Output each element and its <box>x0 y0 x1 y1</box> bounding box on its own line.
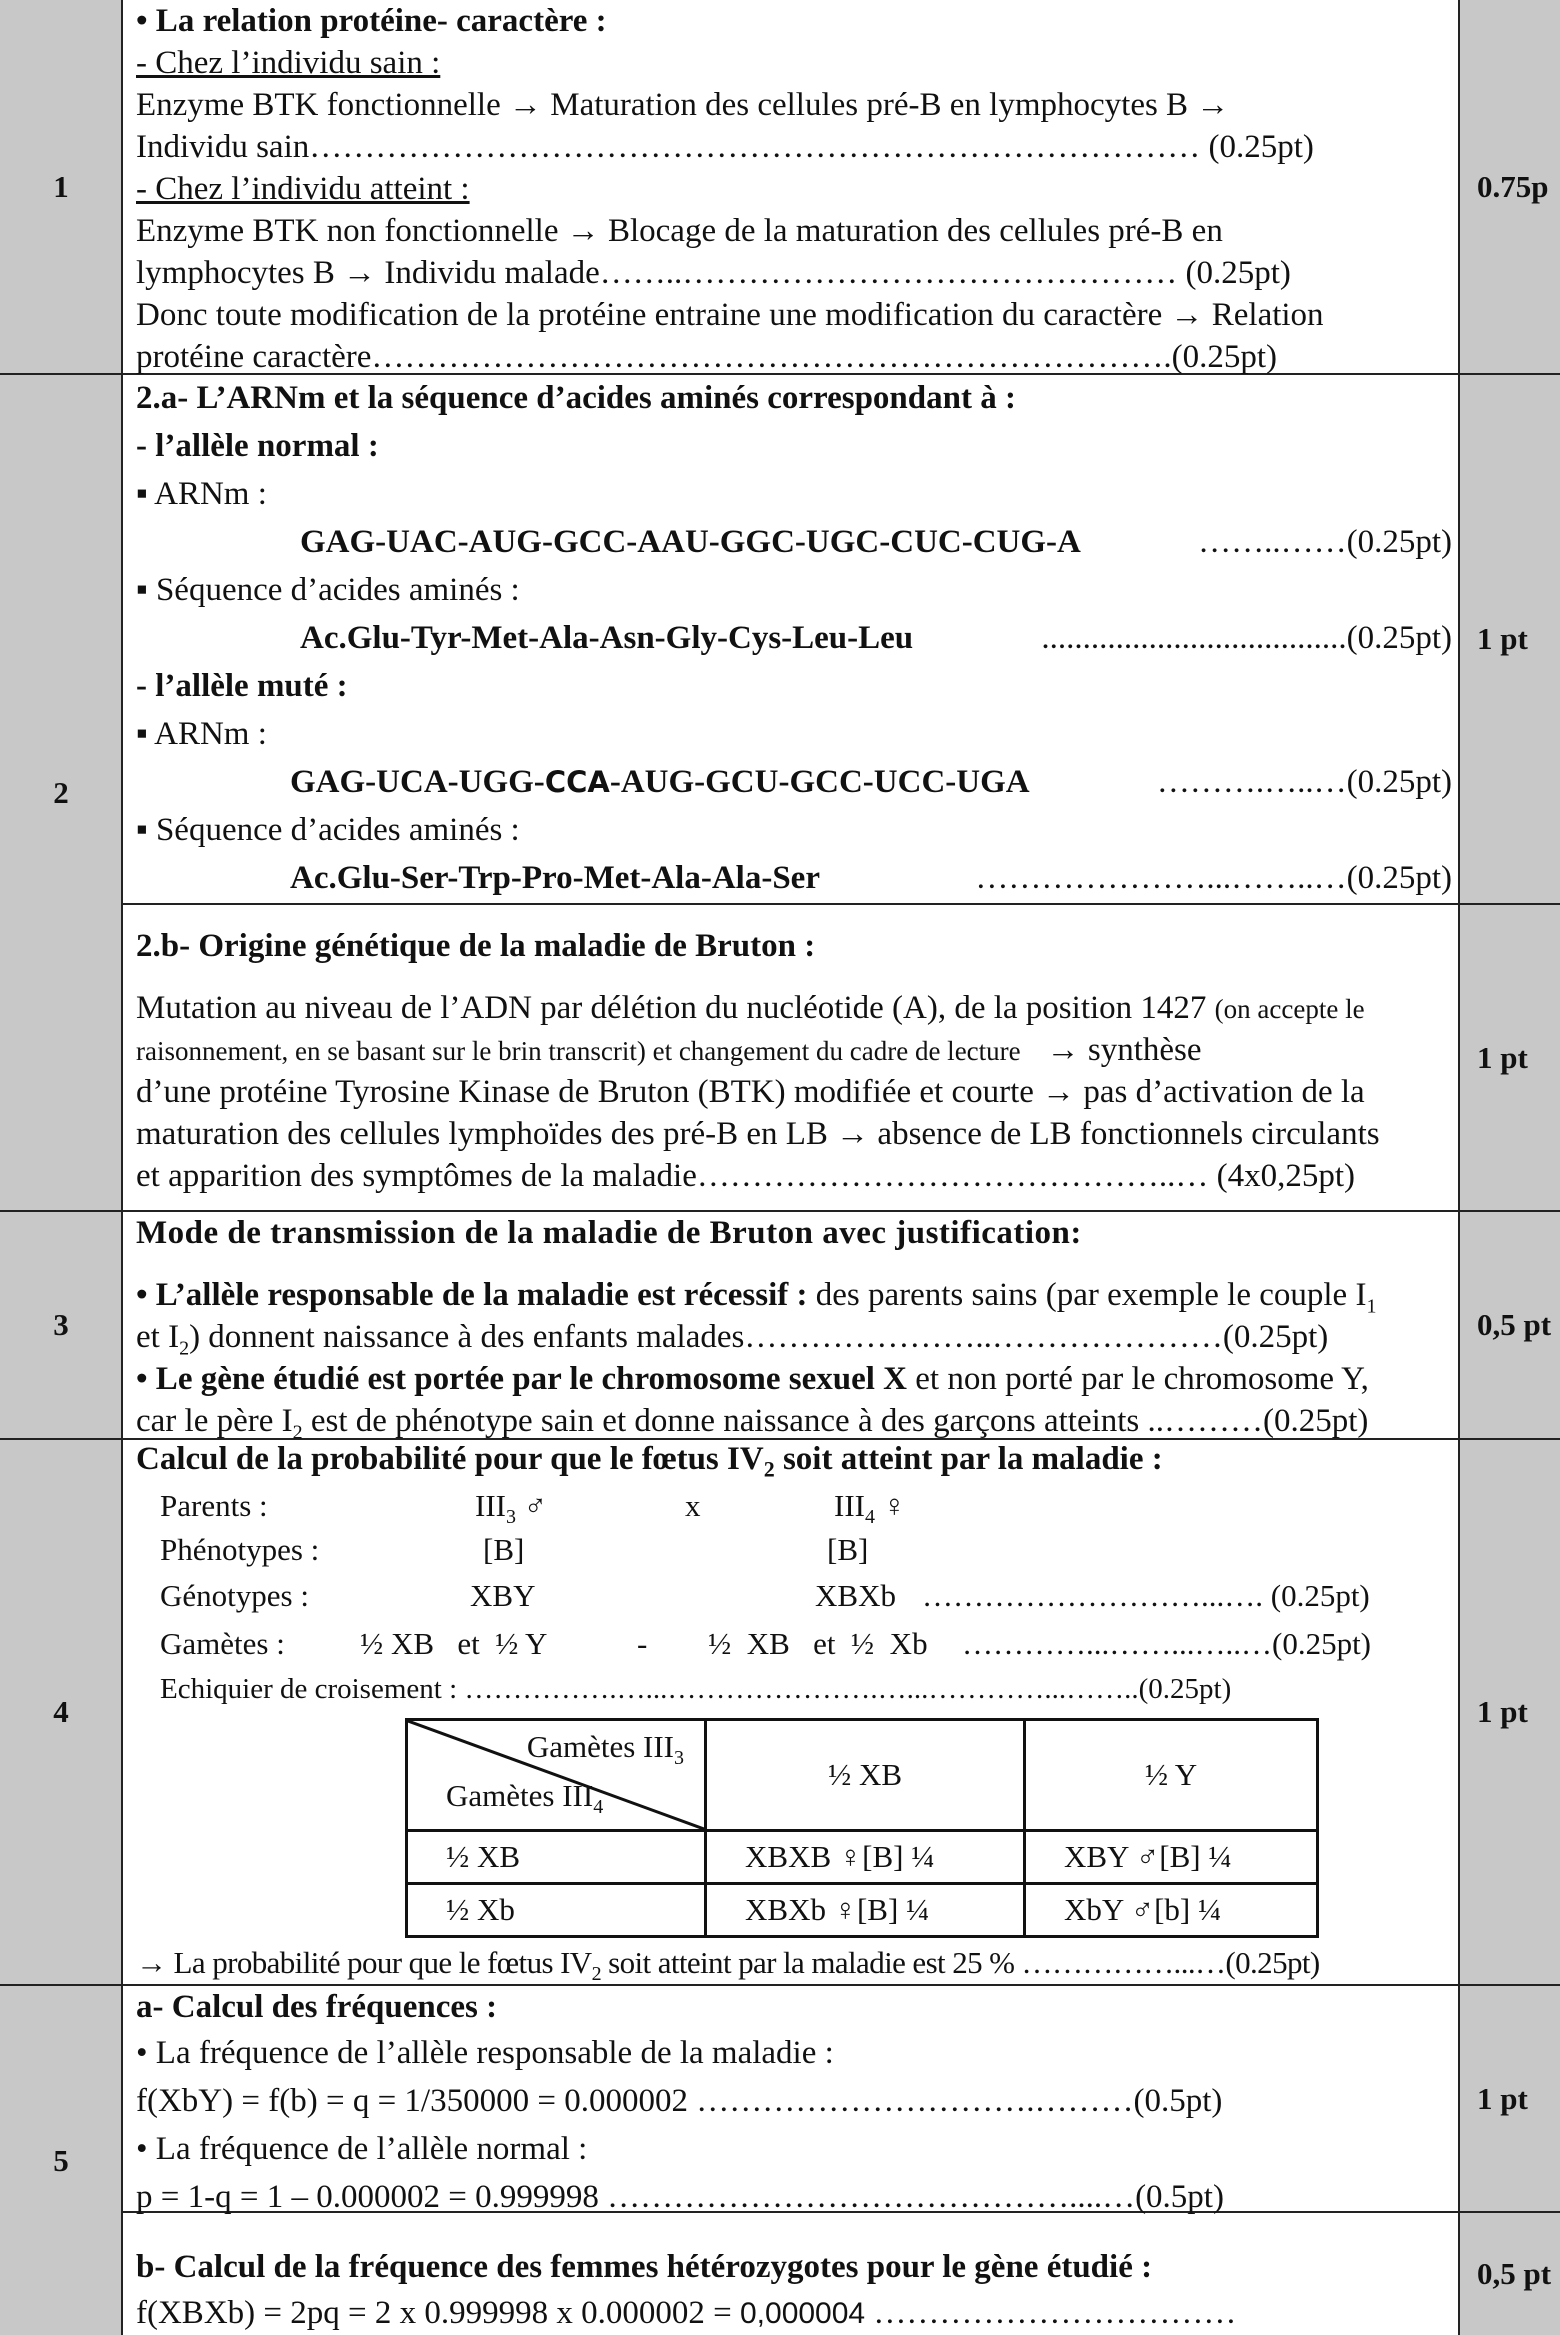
section-2a <box>136 377 1452 905</box>
origin-line-2: → synthèse <box>1046 1032 1202 1068</box>
subscript: 1 <box>1366 1295 1377 1318</box>
punnett-row-header-2: ½ Xb <box>407 1884 706 1937</box>
punnett-row-header-1: ½ XB <box>407 1831 706 1884</box>
points-4: 1 pt <box>1459 1440 1560 1984</box>
genotypes-label: Génotypes : <box>160 1578 309 1613</box>
probability-conclusion: → La probabilité pour que le fœtus $IV_2$ soit atteint par la maladie est 25 % ……………...…(0.25pt) <box>136 1945 1320 1986</box>
normal-mrna-points: ……..……(0.25pt) <box>1198 524 1452 560</box>
subscript: 3 <box>505 1506 516 1529</box>
subscript: 2 <box>292 1421 303 1444</box>
conclusion-line-1: Donc toute modification de la protéine entraine une modification du caractère → Relation <box>136 297 1324 333</box>
section-1-title: • La relation protéine- caractère : <box>136 3 607 39</box>
parent-female <box>834 1488 906 1529</box>
row-number-4: 4 <box>0 1440 122 1984</box>
origin-line-1: Mutation au niveau de l’ADN par délétion du nucléotide (A), de la position 1427 <box>136 990 1215 1026</box>
recessive-justification: des parents sains (par exemple le couple I <box>807 1277 1367 1313</box>
affected-line-2: lymphocytes B → Individu malade……..……………………………………… (0.25pt) <box>136 255 1291 291</box>
healthy-line-2: Individu sain……………………………………………………………………… (0.25pt) <box>136 129 1314 165</box>
gametes-points: …………...……...…..…(0.25pt) <box>962 1626 1372 1661</box>
cca-codon: CCA <box>544 765 610 799</box>
section-5a-title: a- Calcul des fréquences : <box>136 1989 498 2025</box>
punnett-cell: XBY ♂[B] ¼ <box>1024 1831 1317 1884</box>
punnett-col-header-2: ½ Y <box>1024 1720 1317 1831</box>
section-2a-title: 2.a- L’ARNm et la séquence d’acides aminés correspondant à : <box>136 380 1016 416</box>
heterozygous-dots: …………………………… <box>865 2295 1237 2331</box>
mutated-mrna-points: ……….…..…(0.25pt) <box>1156 764 1452 800</box>
row-number-2: 2 <box>0 375 122 1210</box>
punnett-corner <box>407 1720 706 1831</box>
section-2b-title: 2.b- Origine génétique de la maladie de Bruton : <box>136 928 816 964</box>
recessive-line-2b: ) donnent naissance à des enfants malades…………………..…………………(0.25pt) <box>189 1319 1329 1355</box>
phenotype-female: [B] <box>827 1532 869 1567</box>
normal-allele-frequency: p = 1-q = 1 – 0.000002 = 0.999998 ……………………………………....…(0.5pt) <box>136 2179 1224 2215</box>
section-5b <box>136 2246 1452 2334</box>
origin-line-4: maturation des cellules lymphoïdes des pré-B en LB → absence de LB fonctionnels circulants <box>136 1116 1380 1152</box>
normal-mrna-sequence: GAG-UAC-AUG-GCC-AAU-GGC-UGC-CUC-CUG-A <box>300 524 1081 560</box>
disease-allele-label: • La fréquence de l’allèle responsable de la maladie : <box>136 2035 834 2071</box>
origin-line-3: d’une protéine Tyrosine Kinase de Bruton (BTK) modifiée et courte → pas d’activation de la <box>136 1074 1365 1110</box>
origin-line-2-note: raisonnement, en se basant sur le brin transcrit) et changement du cadre de lecture <box>136 1036 1021 1066</box>
female-symbol: ♀ <box>874 1488 906 1523</box>
healthy-label: - Chez l’individu sain : <box>136 45 441 81</box>
points-2b: 1 pt <box>1459 905 1560 1210</box>
section-3-title: Mode de transmission de la maladie de Bruton avec justification: <box>136 1215 1082 1251</box>
mutated-aa-sequence: Ac.Glu-Ser-Trp-Pro-Met-Ala-Ala-Ser <box>290 860 820 896</box>
parent-female-label: III <box>834 1488 865 1523</box>
section-3 <box>136 1212 1452 1442</box>
mutated-allele-label: - l’allèle muté : <box>136 668 348 704</box>
punnett-cell: XBXB ♀[B] ¼ <box>706 1831 1025 1884</box>
corner-bottom-label: Gamètes $III_4$ <box>446 1777 604 1818</box>
aa-sequence-label: ▪ Séquence d’acides aminés : <box>136 572 520 608</box>
punnett-cell: XbY ♂[b] ¼ <box>1024 1884 1317 1937</box>
row-number-5: 5 <box>0 1986 122 2335</box>
section-4-title <box>136 1438 1452 1484</box>
heterozygous-frequency <box>136 2292 1452 2334</box>
x-linked-statement: • Le gène étudié est portée par le chromosome sexuel X <box>136 1361 908 1397</box>
male-symbol: ♂ <box>515 1488 547 1523</box>
affected-line-1: Enzyme BTK non fonctionnelle → Blocage de la maturation des cellules pré-B en <box>136 213 1223 249</box>
mutated-mrna-sequence: GAG-UCA-UGG-CCA-AUG-GCU-GCC-UCC-UGA <box>290 764 1030 800</box>
heterozygous-value: 0,000004 <box>739 2297 866 2330</box>
phenotype-male: [B] <box>483 1532 525 1567</box>
gametes-separator: - <box>637 1626 648 1661</box>
section-4 <box>136 1438 1452 1484</box>
healthy-line-1: Enzyme BTK fonctionnelle → Maturation des cellules pré-B en lymphocytes B → <box>136 87 1230 123</box>
gametes-female: ½ XB et ½ Xb <box>708 1626 928 1661</box>
genotypes-points: ………………………...…. (0.25pt) <box>922 1578 1370 1613</box>
cross-symbol: x <box>685 1488 701 1523</box>
section-5a <box>136 1986 1452 2224</box>
x-linked-justification: et non porté par le chromosome Y, <box>907 1361 1369 1397</box>
gametes-male: ½ XB et ½ Y <box>360 1626 548 1661</box>
genotype-male: XBY <box>470 1578 536 1613</box>
mrna-label: ▪ ARNm : <box>136 476 267 512</box>
points-1: 0.75p <box>1459 0 1560 373</box>
parent-male <box>475 1488 547 1529</box>
disease-allele-frequency: f(XbY) = f(b) = q = 1/350000 = 0.000002 ………………………….………(0.5pt) <box>136 2083 1223 2119</box>
section-1 <box>136 0 1452 378</box>
x-linked-line-2b: est de phénotype sain et donne naissance à des garçons atteints ..………(0.25pt) <box>302 1403 1369 1439</box>
punnett-label: Echiquier de croisement : …………….…...………………….…...…………...……..(0.25pt) <box>160 1673 1232 1705</box>
section-5b-title: b- Calcul de la fréquence des femmes hétérozygotes pour le gène étudié : <box>136 2249 1153 2285</box>
section-4-title-b: soit atteint par la maladie : <box>774 1441 1163 1477</box>
punnett-col-header-1: ½ XB <box>706 1720 1025 1831</box>
punnett-cell: XBXb ♀[B] ¼ <box>706 1884 1025 1937</box>
normal-aa-points: .....................................(0.25pt) <box>1041 620 1452 656</box>
parents-label: Parents : <box>160 1488 268 1523</box>
punnett-square <box>405 1718 1319 1938</box>
section-2b <box>136 925 1452 1197</box>
aa-sequence-label: ▪ Séquence d’acides aminés : <box>136 812 520 848</box>
points-5a: 1 pt <box>1459 1986 1560 2211</box>
section-4-title-a: Calcul de la probabilité pour que le fœtus IV <box>136 1441 764 1477</box>
normal-aa-sequence: Ac.Glu-Tyr-Met-Ala-Asn-Gly-Cys-Leu-Leu <box>300 620 914 656</box>
row-number-3: 3 <box>0 1212 122 1438</box>
recessive-statement: • L’allèle responsable de la maladie est récessif : <box>136 1277 808 1313</box>
normal-allele-label: • La fréquence de l’allèle normal : <box>136 2131 588 2167</box>
mrna-label: ▪ ARNm : <box>136 716 267 752</box>
genotype-female: XBXb <box>815 1578 896 1613</box>
subscript: 4 <box>864 1506 875 1529</box>
corner-top-label: Gamètes $III_3$ <box>526 1729 684 1770</box>
affected-label: - Chez l’individu atteint : <box>136 171 470 207</box>
points-5b: 0,5 pt <box>1459 2213 1560 2335</box>
conclusion-line-2: protéine caractère……………………………………………………………….(0.25pt) <box>136 339 1278 375</box>
points-3: 0,5 pt <box>1459 1212 1560 1438</box>
heterozygous-formula: f(XBXb) = 2pq = 2 x 0.999998 x 0.000002 = <box>136 2295 740 2331</box>
origin-line-1-note: (on accepte le <box>1214 994 1365 1024</box>
gametes-label: Gamètes : <box>160 1626 285 1661</box>
normal-allele-label: - l’allèle normal : <box>136 428 379 464</box>
subscript: 2 <box>179 1337 190 1360</box>
subscript: 2 <box>763 1456 775 1482</box>
x-linked-line-2a: car le père I <box>136 1403 293 1439</box>
phenotypes-label: Phénotypes : <box>160 1532 320 1567</box>
parent-male-label: III <box>475 1488 506 1523</box>
mutated-aa-points: …………………...……..…(0.25pt) <box>975 860 1452 896</box>
points-2a: 1 pt <box>1459 375 1560 903</box>
row-number-1: 1 <box>0 0 122 373</box>
origin-line-5: et apparition des symptômes de la maladie……………………………………..… (4x0,25pt) <box>136 1158 1355 1194</box>
recessive-line-2a: et I <box>136 1319 180 1355</box>
